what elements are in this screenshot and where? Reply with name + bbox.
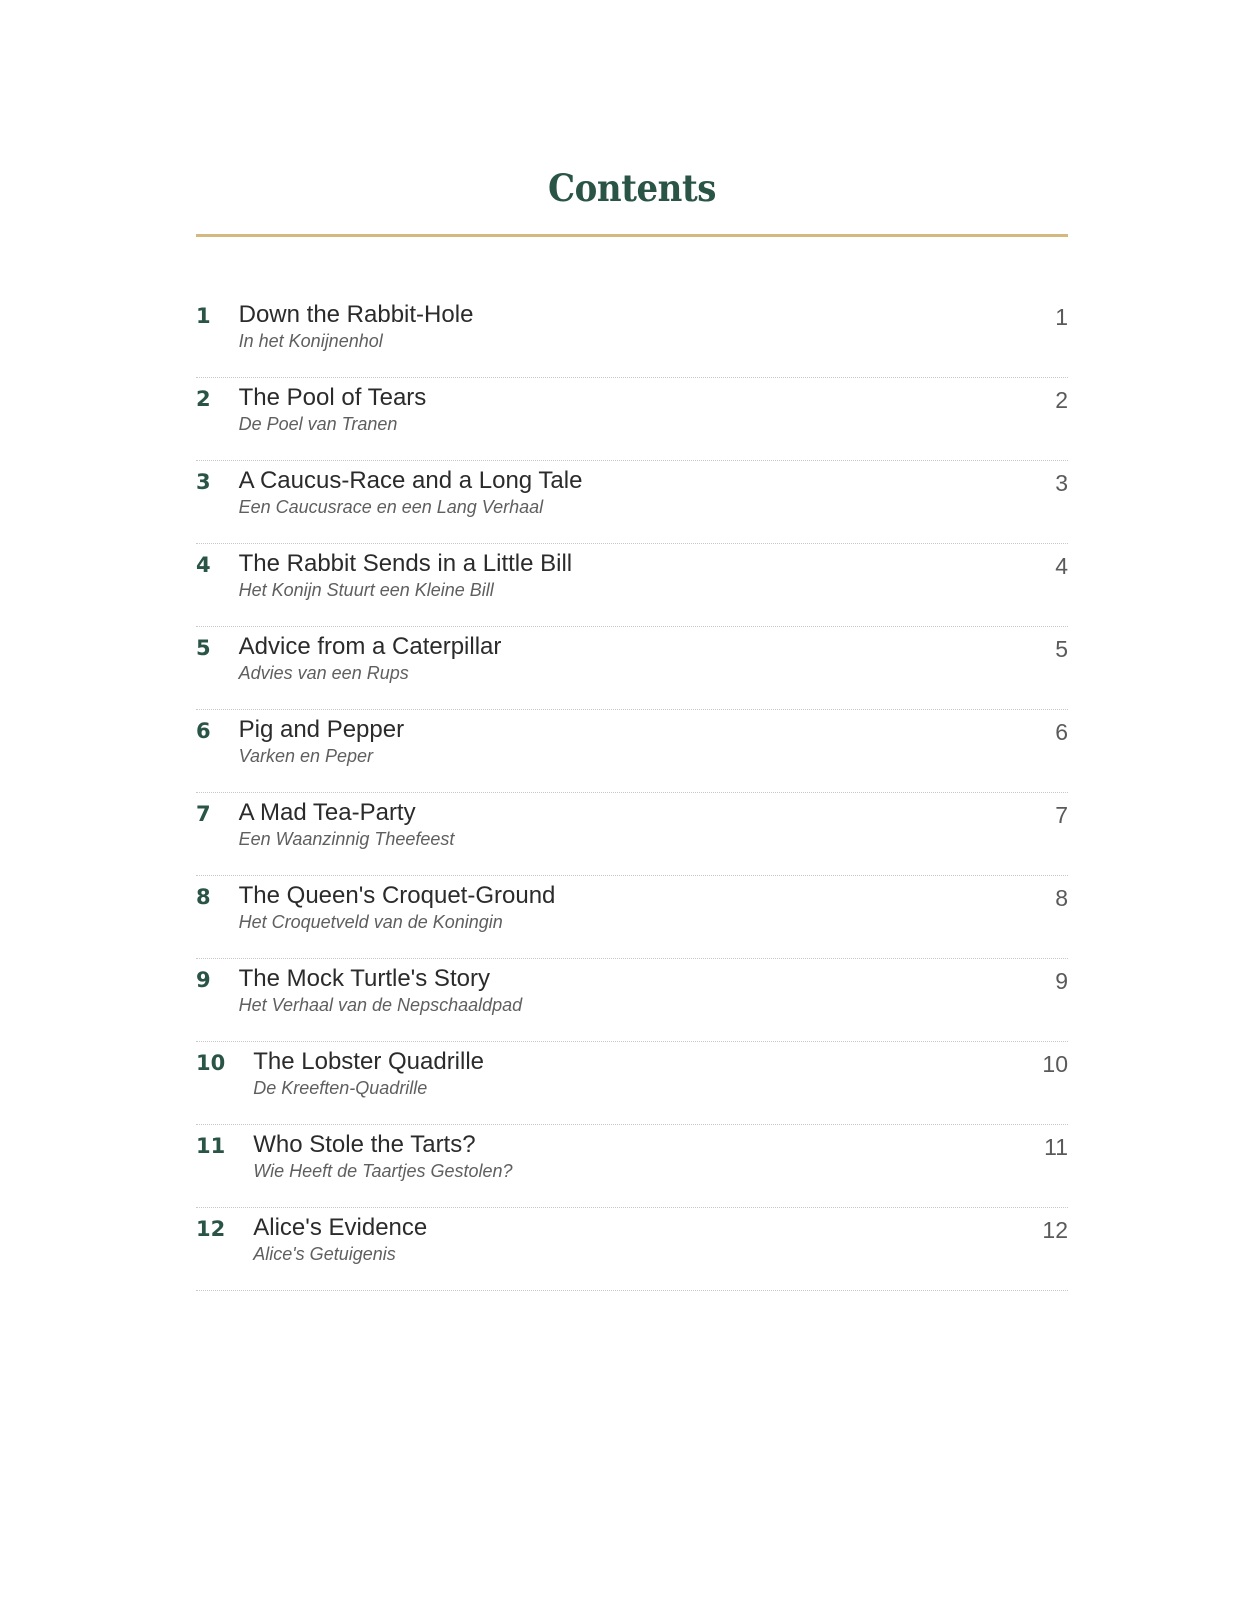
chapter-title[interactable]: The Lobster Quadrille <box>253 1048 485 1075</box>
toc-entry[interactable] <box>196 960 1068 1042</box>
chapter-subtitle: Wie Heeft de Taartjes Gestolen? <box>253 1161 513 1181</box>
chapter-text <box>253 1209 427 1265</box>
chapter-title[interactable]: The Mock Turtle's Story <box>238 965 490 992</box>
page-number: 5 <box>1055 636 1068 662</box>
page-number: 8 <box>1055 885 1068 911</box>
chapter-number: 9 <box>196 968 211 992</box>
chapter-number: 6 <box>196 719 211 743</box>
chapter-number: 3 <box>196 470 211 494</box>
chapter-number: 1 <box>196 304 211 328</box>
chapter-subtitle: De Kreeften-Quadrille <box>253 1078 428 1098</box>
chapter-title[interactable]: A Mad Tea-Party <box>238 799 416 826</box>
chapter-title[interactable]: Alice's Evidence <box>253 1214 428 1241</box>
chapter-text <box>239 545 573 601</box>
chapter-subtitle: Varken en Peper <box>238 746 374 766</box>
chapter-text <box>239 711 404 767</box>
chapter-title[interactable]: Pig and Pepper <box>238 716 405 743</box>
chapter-subtitle: De Poel van Tranen <box>238 414 398 434</box>
title-divider <box>196 234 1068 237</box>
page-number: 12 <box>1042 1217 1068 1243</box>
toc-entry[interactable] <box>196 628 1068 710</box>
chapter-subtitle: Advies van een Rups <box>238 663 409 683</box>
page-title: Contents <box>548 166 716 210</box>
chapter-text <box>239 877 556 933</box>
chapter-text <box>253 1043 484 1099</box>
toc-list <box>196 296 1068 1291</box>
page-number: 1 <box>1055 304 1068 330</box>
chapter-number: 5 <box>196 636 211 660</box>
toc-entry[interactable] <box>196 1043 1068 1125</box>
toc-entry[interactable] <box>196 545 1068 627</box>
chapter-title[interactable]: The Rabbit Sends in a Little Bill <box>238 550 573 577</box>
page-number: 3 <box>1055 470 1068 496</box>
chapter-text <box>239 379 427 435</box>
page-number: 4 <box>1055 553 1068 579</box>
toc-entry[interactable] <box>196 379 1068 461</box>
chapter-number: 11 <box>196 1134 226 1158</box>
toc-entry[interactable] <box>196 296 1068 378</box>
chapter-text <box>239 628 502 684</box>
chapter-number: 10 <box>196 1051 226 1075</box>
chapter-number: 7 <box>196 802 211 826</box>
chapter-title[interactable]: Who Stole the Tarts? <box>253 1131 476 1158</box>
page-number: 2 <box>1055 387 1068 413</box>
chapter-number: 8 <box>196 885 211 909</box>
chapter-subtitle: Het Konijn Stuurt een Kleine Bill <box>238 580 494 600</box>
page-number: 7 <box>1055 802 1068 828</box>
toc-entry[interactable] <box>196 1126 1068 1208</box>
toc-entry[interactable] <box>196 462 1068 544</box>
chapter-subtitle: Een Waanzinnig Theefeest <box>238 829 455 849</box>
chapter-subtitle: In het Konijnenhol <box>238 331 383 351</box>
chapter-number: 4 <box>196 553 211 577</box>
chapter-subtitle: Alice's Getuigenis <box>253 1244 396 1264</box>
chapter-subtitle: Het Verhaal van de Nepschaaldpad <box>238 995 523 1015</box>
toc-entry[interactable] <box>196 1209 1068 1291</box>
chapter-text <box>239 462 583 518</box>
toc-entry[interactable] <box>196 711 1068 793</box>
chapter-text <box>239 794 455 850</box>
toc-entry[interactable] <box>196 794 1068 876</box>
chapter-text <box>253 1126 512 1182</box>
chapter-text <box>239 296 474 352</box>
chapter-number: 12 <box>196 1217 226 1241</box>
chapter-title[interactable]: A Caucus-Race and a Long Tale <box>238 467 583 494</box>
chapter-title[interactable]: The Queen's Croquet-Ground <box>238 882 556 909</box>
page-number: 9 <box>1055 968 1068 994</box>
page-number: 6 <box>1055 719 1068 745</box>
chapter-title[interactable]: Down the Rabbit-Hole <box>238 301 474 328</box>
chapter-number: 2 <box>196 387 211 411</box>
page-number: 10 <box>1042 1051 1068 1077</box>
chapter-title[interactable]: Advice from a Caterpillar <box>238 633 502 660</box>
page-number: 11 <box>1044 1134 1068 1160</box>
chapter-title[interactable]: The Pool of Tears <box>238 384 427 411</box>
toc-entry[interactable] <box>196 877 1068 959</box>
chapter-subtitle: Een Caucusrace en een Lang Verhaal <box>238 497 544 517</box>
chapter-subtitle: Het Croquetveld van de Koningin <box>238 912 503 932</box>
chapter-text <box>239 960 523 1016</box>
